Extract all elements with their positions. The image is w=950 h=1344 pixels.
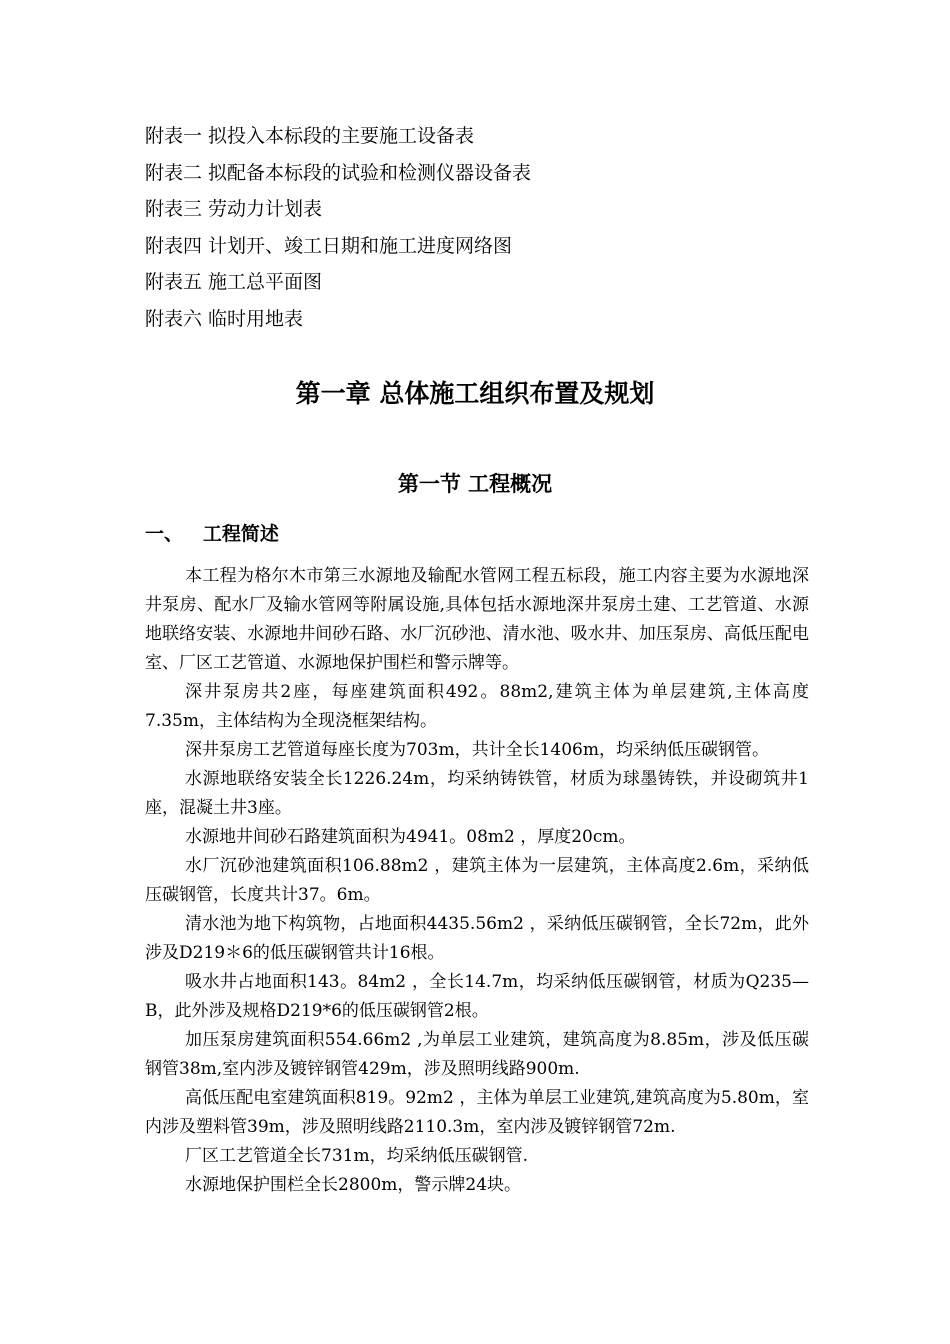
paragraph-gravel-road: 水源地井间砂石路建筑面积为4941。08m2 ，厚度20cm。	[185, 827, 636, 847]
paragraph-settling-tank: 水厂沉砂池建筑面积106.88m2 ，建筑主体为一层建筑，主体高度2.6m，采纳低压碳钢管，长度共计37。6m。	[145, 856, 809, 905]
paragraph-overview: 本工程为格尔木市第三水源地及输配水管网工程五标段，施工内容主要为水源地深井泵房、配水厂及输水管网等附属设施,具体包括水源地深井泵房土建、工艺管道、水源地联络安装、水源地井间砂石路、水厂沉砂池、清水池、吸水井、加压泵房、高低压配电室、厂区工艺管道、水源地保护围栏和警示牌等。	[145, 566, 809, 673]
body-text	[145, 562, 809, 1200]
subsection-title: 一、 工程简述	[145, 523, 279, 545]
paragraph-power-distribution-room: 高低压配电室建筑面积819。92m2 ，主体为单层工业建筑,建筑高度为5.80m，室内涉及塑料管39m，涉及照明线路2110.3m，室内涉及镀锌钢管72m.	[145, 1088, 809, 1137]
appendix-item: 附表六 临时用地表	[145, 307, 304, 330]
section-title: 第一节 工程概况	[397, 471, 553, 496]
paragraph-clear-water-tank: 清水池为地下构筑物，占地面积4435.56m2 ，采纳低压碳钢管，全长72m，此外涉及D219＊6的低压碳钢管共计16根。	[145, 914, 809, 963]
appendix-item: 附表五 施工总平面图	[145, 271, 323, 293]
paragraph-booster-pump-house: 加压泵房建筑面积554.66m2 ,为单层工业建筑，建筑高度为8.85m，涉及低压碳钢管38m,室内涉及镀锌钢管429m，涉及照明线路900m.	[145, 1030, 809, 1079]
paragraph-protection-fence: 水源地保护围栏全长2800m，警示牌24块。	[185, 1175, 522, 1195]
appendix-list	[145, 118, 845, 337]
appendix-item: 附表三 劳动力计划表	[145, 198, 323, 220]
paragraph-connection-install: 水源地联络安装全长1226.24m，均采纳铸铁管，材质为球墨铸铁，并设砌筑井1座，混凝土井3座。	[145, 769, 809, 818]
paragraph-pump-house-pipeline: 深井泵房工艺管道每座长度为703m，共计全长1406m，均采纳低压碳钢管。	[185, 740, 769, 760]
appendix-item: 附表一 拟投入本标段的主要施工设备表	[145, 125, 475, 147]
chapter-title: 第一章 总体施工组织布置及规划	[295, 379, 655, 408]
paragraph-deep-well-pump-house: 深井泵房共2座，每座建筑面积492。88m2,建筑主体为单层建筑,主体高度7.35m，主体结构为全现浇框架结构。	[145, 682, 809, 731]
paragraph-suction-well: 吸水井占地面积143。84m2 ，全长14.7m，均采纳低压碳钢管，材质为Q235—B，此外涉及规格D219*6的低压碳钢管2根。	[145, 972, 809, 1021]
paragraph-plant-pipeline: 厂区工艺管道全长731m，均采纳低压碳钢管.	[185, 1146, 528, 1166]
appendix-item: 附表二 拟配备本标段的试验和检测仪器设备表	[145, 161, 532, 184]
appendix-item: 附表四 计划开、竣工日期和施工进度网络图	[145, 234, 513, 257]
